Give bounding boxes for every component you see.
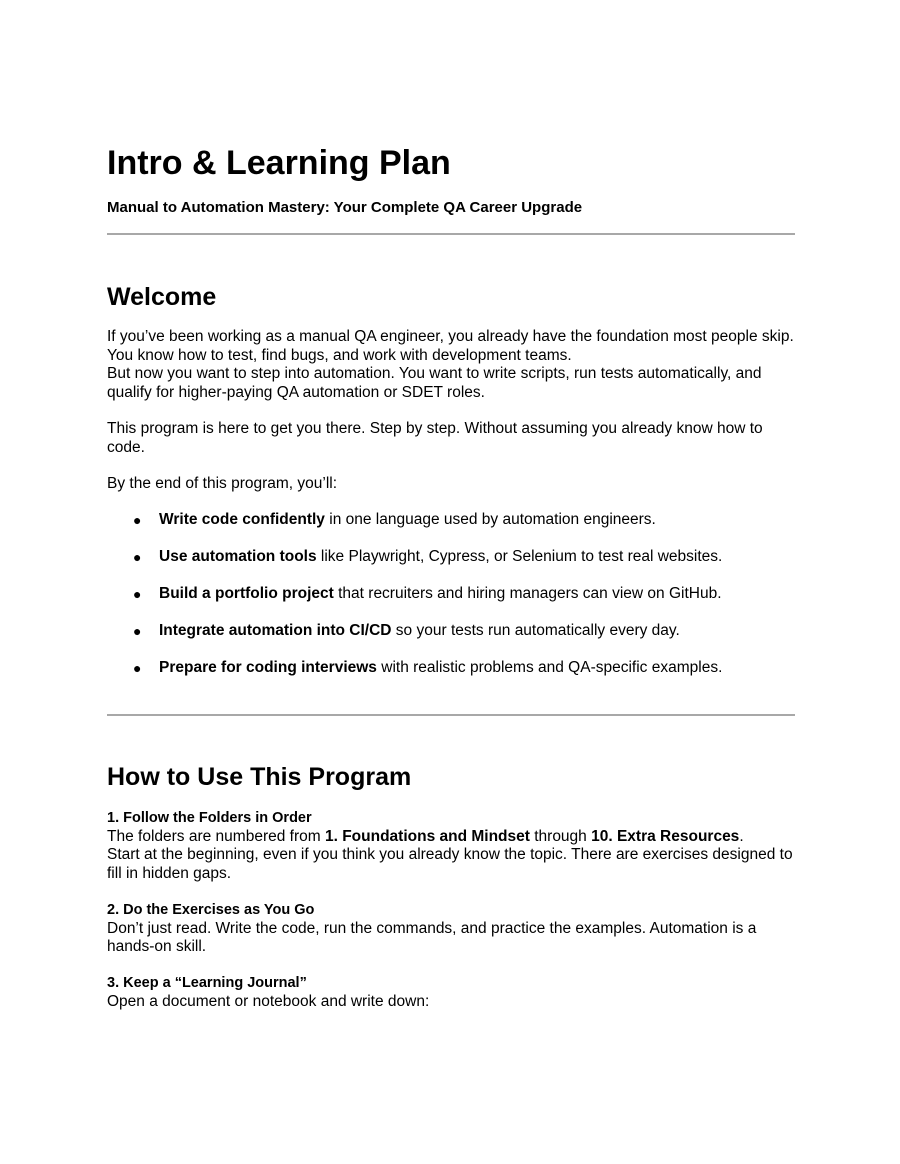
horizontal-divider [107,233,795,235]
step-title: 3. Keep a “Learning Journal” [107,975,307,991]
step-title: 2. Do the Exercises as You Go [107,902,315,918]
bullet-icon: ● [133,512,142,528]
list-item-rest: with realistic problems and QA-specific examples. [376,659,723,676]
list-item-rest: like Playwright, Cypress, or Selenium to test real websites. [316,548,723,565]
step-body: Don’t just read. Write the code, run the commands, and practice the examples. Automation is a hands-on skill. [107,919,757,955]
list-item-emphasis: Integrate automation into CI/CD [159,622,392,639]
list-item-text [159,585,722,604]
list-item [107,622,797,659]
step-body: Open a document or notebook and write down: [107,992,430,1010]
list-item-text [159,511,656,530]
list-item [107,659,797,696]
list-item [107,548,797,585]
list-item-rest: that recruiters and hiring managers can view on GitHub. [333,585,722,602]
horizontal-divider [107,714,795,716]
list-item-emphasis: Use automation tools [159,548,317,565]
step-body-text: The folders are numbered from [107,827,325,845]
list-item-text [159,659,722,678]
list-item-rest: so your tests run automatically every day. [391,622,680,639]
list-item-emphasis: Prepare for coding interviews [159,659,377,676]
bullet-icon: ● [133,623,142,639]
list-item [107,585,797,622]
step-title: 1. Follow the Folders in Order [107,810,312,826]
list-item-emphasis: Write code confidently [159,511,325,528]
step-body [107,828,797,884]
page-subtitle: Manual to Automation Mastery: Your Complete QA Career Upgrade [107,199,583,216]
step-body-emphasis: 10. Extra Resources [591,827,740,845]
bullet-icon: ● [133,549,142,565]
step-body-text: through [529,827,592,845]
step-body-emphasis: 1. Foundations and Mindset [324,827,530,845]
list-item-rest: in one language used by automation engineers. [324,511,656,528]
list-item-text [159,548,722,567]
list-item-emphasis: Build a portfolio project [159,585,334,602]
welcome-paragraph: This program is here to get you there. Step by step. Without assuming you already know how to code. [107,420,763,456]
list-item [107,511,797,548]
bullet-icon: ● [133,586,142,602]
how-to-use-heading: How to Use This Program [107,763,412,791]
welcome-paragraph: If you’ve been working as a manual QA engineer, you already have the foundation most people skip. You know how to test, find bugs, and work with development teams. But now you want to step into automation. You want to write scripts, run tests automatically, and qualify for higher-paying QA automation or SDET roles. [107,328,794,401]
program-step [107,901,797,957]
welcome-heading: Welcome [107,283,217,311]
outcomes-list [107,511,797,696]
bullet-icon: ● [133,660,142,676]
program-step [107,974,797,1011]
welcome-paragraph: By the end of this program, you’ll: [107,475,338,492]
program-step [107,809,797,883]
list-item-text [159,622,680,641]
step-body-text: . Start at the beginning, even if you think you already know the topic. There are exercises designed to fill in hidden gaps. [107,827,793,882]
page-title: Intro & Learning Plan [107,144,451,182]
